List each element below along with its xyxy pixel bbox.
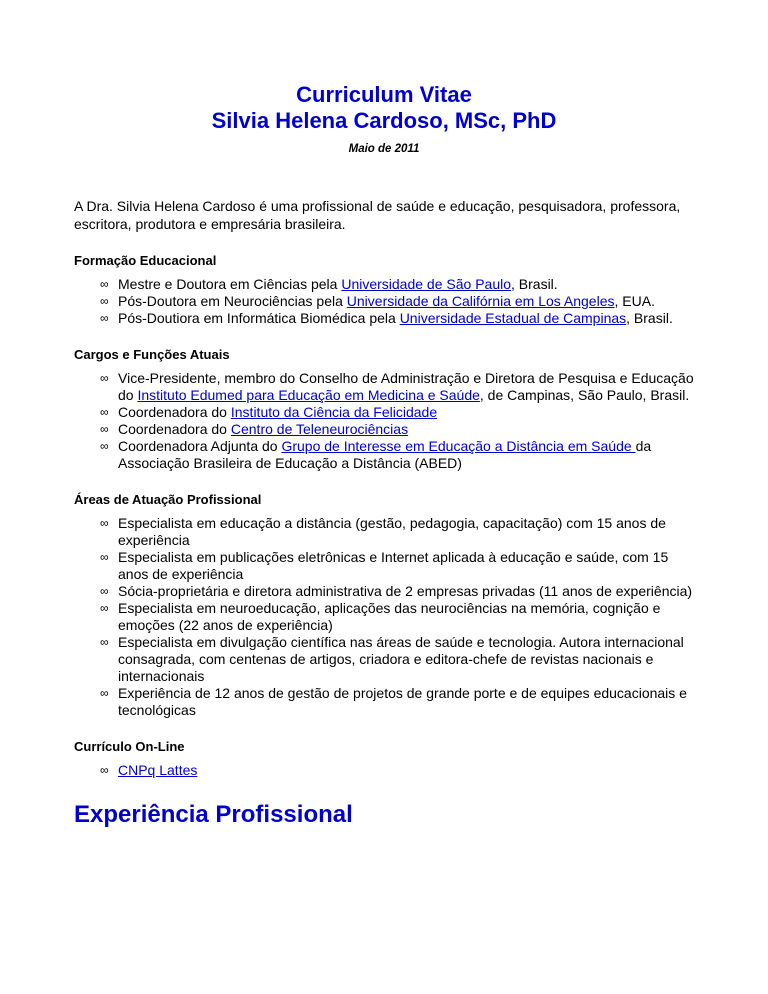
section-heading-experiencia: Experiência Profissional — [74, 801, 353, 828]
infinity-bullet-icon: ∞ — [100, 635, 109, 649]
infinity-bullet-icon: ∞ — [100, 422, 109, 436]
infinity-bullet-icon: ∞ — [100, 277, 109, 291]
list-item-link[interactable]: Centro de Teleneurociências — [230, 421, 409, 437]
list-item — [100, 634, 694, 685]
infinity-bullet-icon: ∞ — [100, 686, 109, 700]
infinity-bullet-icon: ∞ — [100, 294, 109, 308]
list-item — [100, 310, 694, 327]
areas-list — [74, 515, 694, 719]
list-item-text: Sócia-proprietária e diretora administrativa de 2 empresas privadas (11 anos de experiência) — [118, 583, 693, 599]
list-item-link[interactable]: CNPq Lattes — [118, 762, 198, 778]
list-item-link[interactable]: Universidade da Califórnia em Los Angeles — [346, 293, 615, 309]
list-item-text: Especialista em educação a distância (gestão, pedagogia, capacitação) com 15 anos de experiência — [118, 515, 666, 548]
list-item-text-suffix: da Associação Brasileira de Educação a Distância (ABED) — [118, 438, 652, 471]
section-heading-areas: Áreas de Atuação Profissional — [74, 492, 262, 507]
document-date: Maio de 2011 — [348, 143, 420, 155]
list-item-text: Especialista em neuroeducação, aplicações das neurociências na memória, cognição e emoções (22 anos de experiência) — [118, 600, 661, 633]
list-item-link[interactable]: Universidade de São Paulo — [341, 276, 511, 292]
infinity-bullet-icon: ∞ — [100, 371, 109, 385]
infinity-bullet-icon: ∞ — [100, 311, 109, 325]
list-item — [100, 549, 694, 583]
list-item-text: Pós-Doutiora em Informática Biomédica pela — [118, 310, 400, 326]
list-item-link[interactable]: Universidade Estadual de Campinas — [399, 310, 627, 326]
list-item — [100, 438, 694, 472]
list-item-text: Vice-Presidente, membro do Conselho de Administração e Diretora de Pesquisa e Educação do — [118, 370, 694, 403]
list-item-text-suffix: , de Campinas, São Paulo, Brasil. — [479, 387, 690, 403]
list-item-text: Coordenadora do — [118, 421, 231, 437]
list-item-text: Especialista em divulgação científica nas áreas de saúde e tecnologia. Autora internacional consagrada, com centenas de artigos, criadora e editora-chefe de revistas nacionais e internacionais — [118, 634, 684, 684]
title-line-2: Silvia Helena Cardoso, MSc, PhD — [211, 108, 557, 133]
title-line-1: Curriculum Vitae — [296, 82, 472, 107]
infinity-bullet-icon: ∞ — [100, 550, 109, 564]
list-item — [100, 293, 694, 310]
list-item-link[interactable]: Grupo de Interesse em Educação a Distância em Saúde — [281, 438, 636, 454]
document-title — [74, 82, 694, 134]
infinity-bullet-icon: ∞ — [100, 405, 109, 419]
list-item — [100, 600, 694, 634]
list-item-link[interactable]: Instituto da Ciência da Felicidade — [230, 404, 438, 420]
list-item-text: Coordenadora do — [118, 404, 231, 420]
list-item — [100, 421, 694, 438]
infinity-bullet-icon: ∞ — [100, 601, 109, 615]
list-item-text: Pós-Doutora em Neurociências pela — [118, 293, 347, 309]
list-item-text: Coordenadora Adjunta do — [118, 438, 282, 454]
list-item — [100, 404, 694, 421]
infinity-bullet-icon: ∞ — [100, 763, 109, 777]
list-item-text-suffix: , EUA. — [614, 293, 655, 309]
list-item — [100, 370, 694, 404]
list-item-text: Experiência de 12 anos de gestão de projetos de grande porte e de equipes educacionais e tecnológicas — [118, 685, 687, 718]
section-heading-formacao: Formação Educacional — [74, 253, 217, 268]
infinity-bullet-icon: ∞ — [100, 516, 109, 530]
list-item-text-suffix: , Brasil. — [511, 276, 558, 292]
intro-paragraph: A Dra. Silvia Helena Cardoso é uma profissional de saúde e educação, pesquisadora, professora, escritora, produtora e empresária brasileira. — [74, 198, 681, 232]
section-heading-curriculo: Currículo On-Line — [74, 739, 185, 754]
curriculo-list — [74, 762, 694, 779]
list-item — [100, 515, 694, 549]
infinity-bullet-icon: ∞ — [100, 439, 109, 453]
list-item-text: Mestre e Doutora em Ciências pela — [118, 276, 342, 292]
list-item — [100, 276, 694, 293]
list-item-text: Especialista em publicações eletrônicas e Internet aplicada à educação e saúde, com 15 anos de experiência — [118, 549, 669, 582]
list-item-text-suffix: , Brasil. — [626, 310, 673, 326]
list-item — [100, 685, 694, 719]
formacao-list — [74, 276, 694, 327]
section-heading-cargos: Cargos e Funções Atuais — [74, 347, 230, 362]
list-item — [100, 762, 694, 779]
list-item — [100, 583, 694, 600]
list-item-link[interactable]: Instituto Edumed para Educação em Medicina e Saúde — [137, 387, 480, 403]
infinity-bullet-icon: ∞ — [100, 584, 109, 598]
title-block — [74, 0, 694, 155]
cargos-list — [74, 370, 694, 472]
